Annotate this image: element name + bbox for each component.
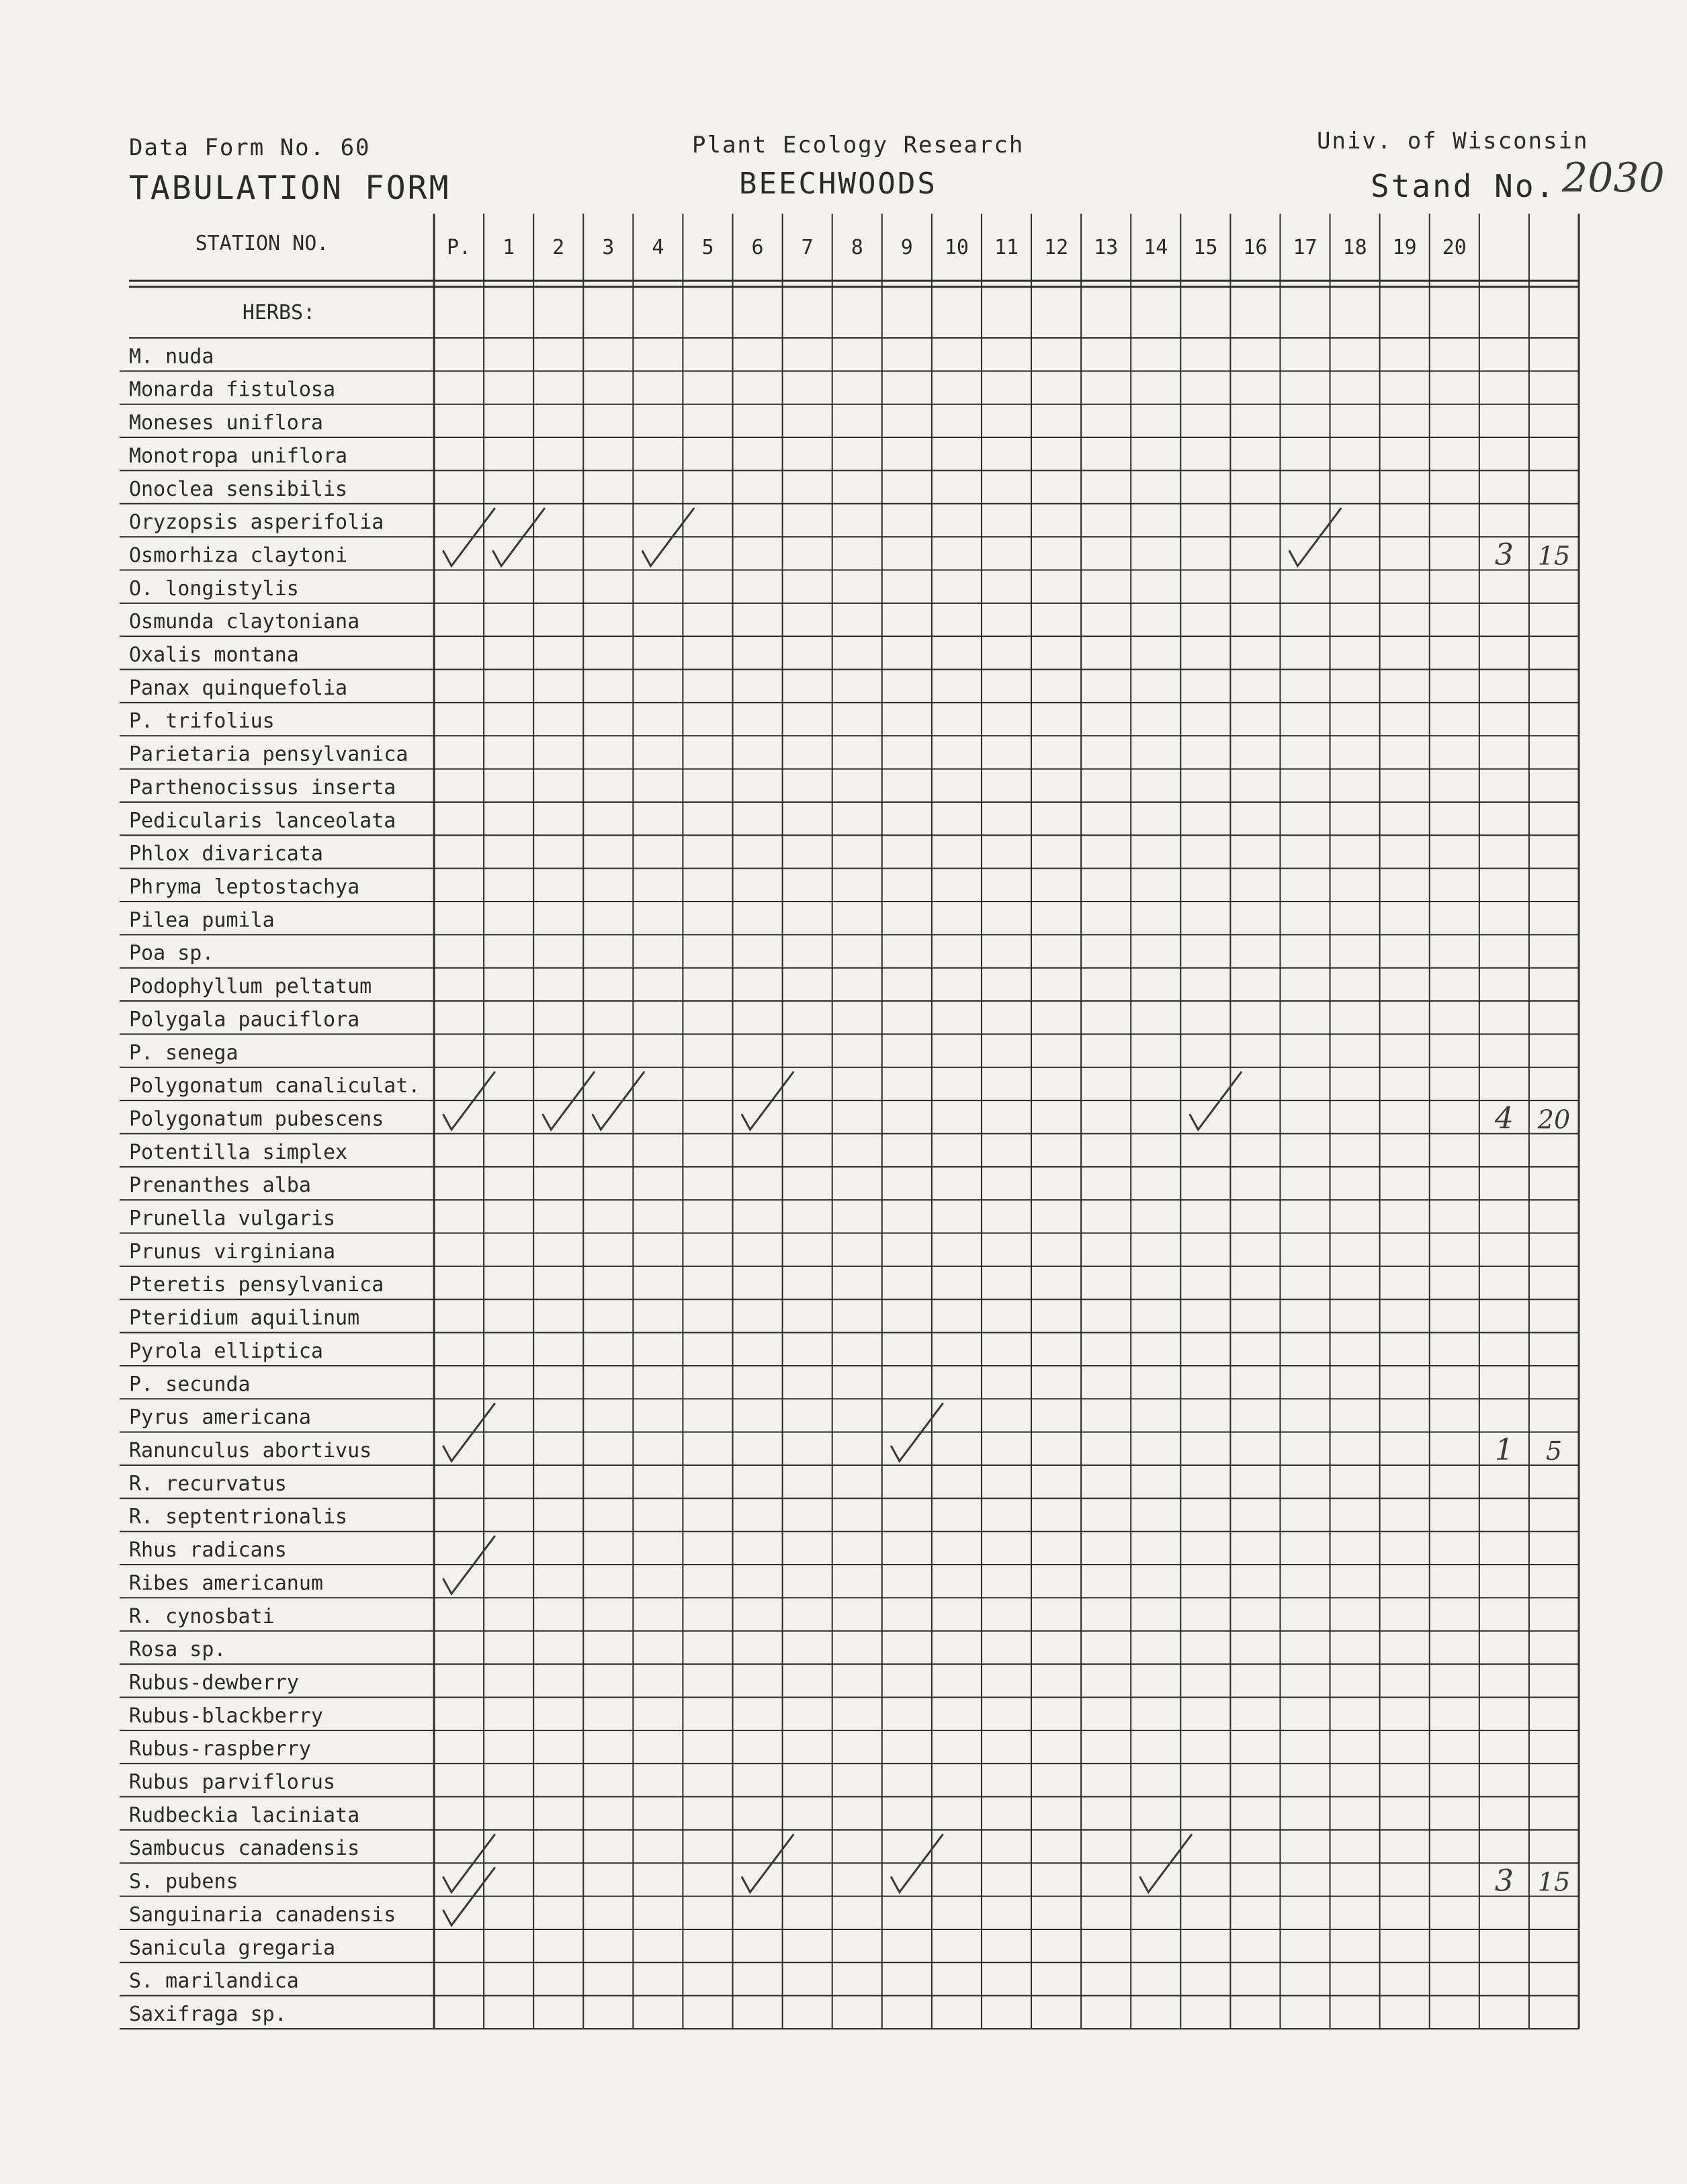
species-name: Parietaria pensylvanica — [129, 742, 408, 767]
tally-count: 1 — [1494, 1433, 1514, 1467]
species-name: Monotropa uniflora — [129, 444, 348, 468]
species-name: Podophyllum peltatum — [129, 975, 372, 999]
species-name: Pteretis pensylvanica — [129, 1273, 384, 1297]
species-name: R. recurvatus — [129, 1472, 287, 1496]
column-header: 16 — [1243, 236, 1268, 259]
column-header: 6 — [751, 236, 764, 259]
species-name: Panax quinquefolia — [129, 676, 348, 700]
species-name: Ribes americanum — [129, 1571, 323, 1596]
column-header: 15 — [1193, 236, 1218, 259]
species-name: Polygala pauciflora — [129, 1008, 360, 1032]
project-name: BEECHWOODS — [739, 167, 937, 201]
species-name: P. trifolius — [129, 709, 275, 734]
species-name: M. nuda — [129, 345, 214, 369]
column-header: 13 — [1094, 236, 1119, 259]
species-name: Rubus-dewberry — [129, 1671, 299, 1695]
species-name: Oryzopsis asperifolia — [129, 511, 384, 535]
species-name: Monarda fistulosa — [129, 378, 336, 402]
column-header: 9 — [900, 236, 913, 259]
species-name: Polygonatum canaliculat. — [129, 1074, 421, 1098]
tally-frequency: 5 — [1545, 1436, 1563, 1466]
species-name: Oxalis montana — [129, 643, 299, 667]
species-name: Poa sp. — [129, 941, 214, 965]
form-number: Data Form No. 60 — [129, 134, 371, 161]
species-name: Onoclea sensibilis — [129, 477, 348, 501]
column-header: 4 — [652, 236, 664, 259]
column-header: 3 — [602, 236, 615, 259]
species-name: Pteridium aquilinum — [129, 1306, 360, 1330]
species-name: Rubus-blackberry — [129, 1704, 323, 1728]
organization-name: Plant Ecology Research — [692, 132, 1025, 159]
station-header: STATION NO. — [195, 232, 329, 255]
species-name: Phlox divaricata — [129, 842, 323, 866]
species-name: Rubus parviflorus — [129, 1770, 336, 1794]
species-name: Sambucus canadensis — [129, 1837, 360, 1861]
tally-count: 3 — [1494, 537, 1514, 572]
species-name: Rhus radicans — [129, 1538, 287, 1563]
species-name: Osmorhiza claytoni — [129, 543, 348, 568]
column-header: 19 — [1392, 236, 1417, 259]
species-name: Phryma leptostachya — [129, 875, 360, 899]
tally-count: 4 — [1494, 1101, 1514, 1136]
species-name: Ranunculus abortivus — [129, 1439, 372, 1462]
tally-frequency: 15 — [1537, 1867, 1571, 1897]
column-header: 7 — [801, 236, 814, 259]
species-name: R. cynosbati — [129, 1604, 275, 1628]
species-name: Potentilla simplex — [129, 1140, 348, 1164]
species-name: Osmunda claytoniana — [129, 610, 360, 634]
column-header: 17 — [1293, 236, 1317, 259]
species-name: P. secunda — [129, 1372, 251, 1397]
tally-frequency: 15 — [1537, 541, 1571, 571]
form-title: TABULATION FORM — [129, 169, 451, 207]
species-name: Sanguinaria canadensis — [129, 1903, 396, 1927]
species-name: Rubus-raspberry — [129, 1737, 311, 1761]
column-header: 14 — [1143, 236, 1168, 259]
species-name: Prunus virginiana — [129, 1239, 336, 1264]
species-name: Rudbeckia laciniata — [129, 1803, 360, 1827]
species-name: Prunella vulgaris — [129, 1207, 336, 1231]
species-name: Polygonatum pubescens — [129, 1107, 384, 1131]
tally-frequency: 20 — [1537, 1104, 1571, 1135]
species-name: Pilea pumila — [129, 908, 275, 932]
tally-count: 3 — [1494, 1864, 1514, 1898]
stand-number-label: Stand No. — [1371, 168, 1557, 204]
species-name: Moneses uniflora — [129, 411, 323, 435]
university-name: Univ. of Wisconsin — [1317, 128, 1589, 155]
species-name: Pyrus americana — [129, 1405, 311, 1430]
species-name: O. longistylis — [129, 576, 299, 601]
column-header: 5 — [701, 236, 714, 259]
species-name: Pedicularis lanceolata — [129, 809, 396, 833]
column-header: 1 — [503, 236, 515, 259]
column-header: 18 — [1342, 236, 1367, 259]
stand-number-value: 2030 — [1562, 155, 1665, 202]
section-label: HERBS: — [242, 301, 316, 324]
column-header: 2 — [552, 236, 565, 259]
species-name: Sanicula gregaria — [129, 1936, 336, 1960]
column-header: 20 — [1442, 236, 1467, 259]
species-name: Rosa sp. — [129, 1638, 226, 1662]
column-header: P. — [446, 236, 472, 259]
species-name: Saxifraga sp. — [129, 2003, 287, 2026]
species-name: Parthenocissus inserta — [129, 775, 396, 799]
species-name: S. marilandica — [129, 1969, 299, 1993]
species-name: P. senega — [129, 1041, 239, 1065]
column-header: 11 — [994, 236, 1019, 259]
species-name: Pyrola elliptica — [129, 1339, 323, 1363]
species-name: Prenanthes alba — [129, 1174, 311, 1198]
column-header: 8 — [851, 236, 863, 259]
species-name: R. septentrionalis — [129, 1505, 348, 1529]
column-header: 10 — [944, 236, 969, 259]
species-name: S. pubens — [129, 1870, 239, 1894]
column-header: 12 — [1044, 236, 1069, 259]
